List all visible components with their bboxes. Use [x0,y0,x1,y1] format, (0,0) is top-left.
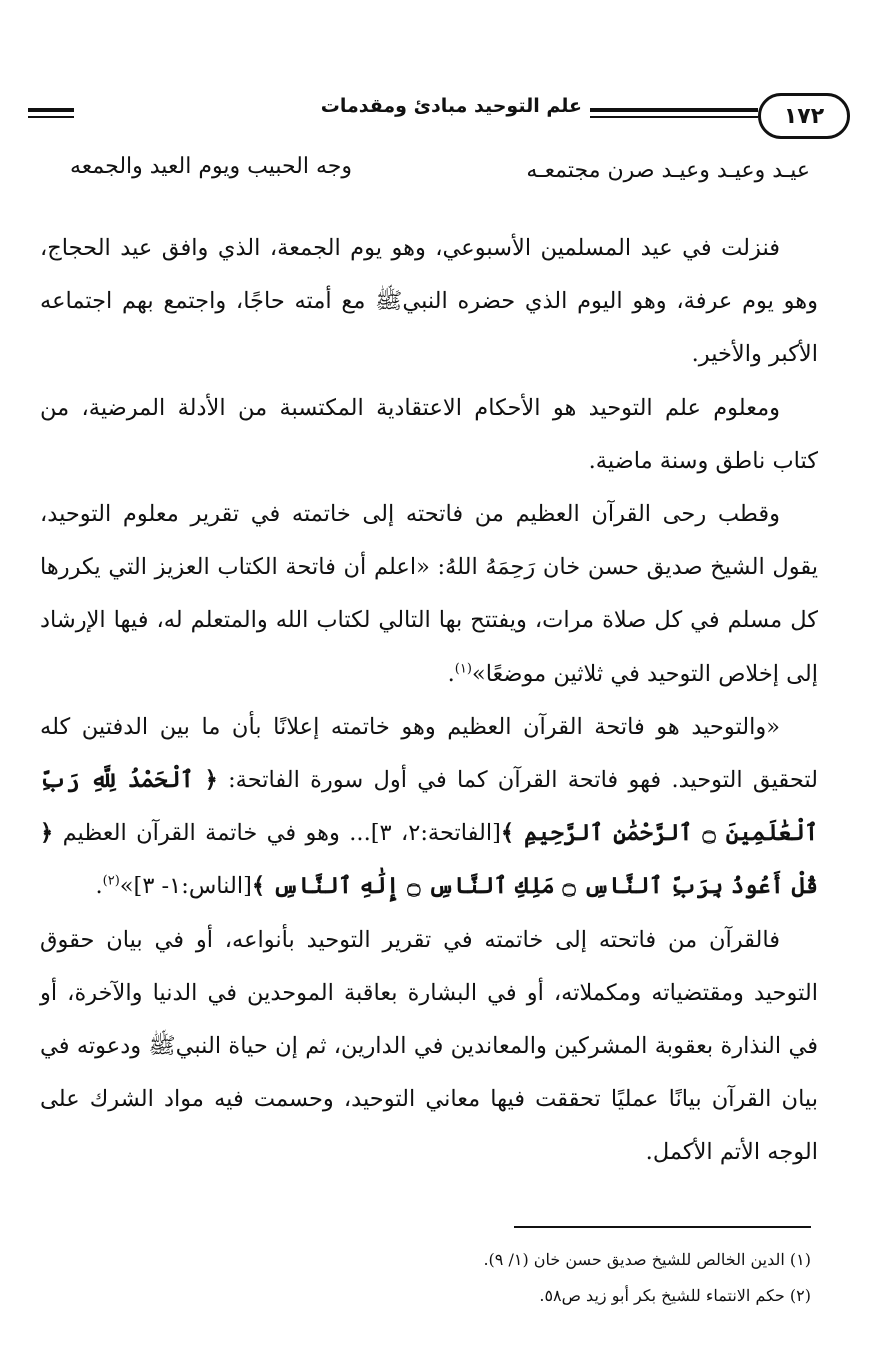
footnote-ref: (٢) [102,873,120,889]
footnote-separator [514,1226,811,1228]
page-number: ١٧٢ [758,93,850,139]
paragraph: فالقرآن من فاتحته إلى خاتمته في تقرير التوحيد بأنواعه، أو في بيان حقوق التوحيد ومقتضياته ومكملاته، أو في البشارة بعاقبة الموحدين في الدنيا والآخرة، أو في النذارة بعقوبة المشركين والمعاندين في الدارين، ثم إن حياة النبيﷺ ودعوته في بيان القرآن بيانًا عمليًا تحققت فيها معاني التوحيد، وحسمت فيه مواد الشرك على الوجه الأتم الأكمل. [40,926,818,1166]
verse-citation: [الفاتحة:٢، ٣]... وهو في خاتمة القرآن العظيم [53,820,501,847]
paragraph-text: وقطب رحى القرآن العظيم من فاتحته إلى خاتمته في تقرير معلوم التوحيد، يقول الشيخ صديق حسن خان رَحِمَهُ اللهُ: «اعلم أن فاتحة الكتاب العزيز التي يكررها كل مسلم في كل صلاة مرات، ويفتتح بها التالي لكتاب الله والمتعلم له، فيها الإرشاد إلى إخلاص التوحيد في ثلاثين موضعًا» [40,501,818,687]
paragraph-text: «والتوحيد هو فاتحة القرآن العظيم وهو خاتمته إعلانًا بأن ما بين الدفتين كله لتحقيق التوحيد. فهو فاتحة القرآن كما في أول سورة الفاتحة: [40,713,818,794]
header-rule [590,116,758,118]
footnote: (٢) حكم الانتماء للشيخ بكر أبو زيد ص٥٨. [539,1286,811,1305]
running-title: علم التوحيد مبادئ ومقدمات [320,95,582,117]
paragraph: وقطب رحى القرآن العظيم من فاتحته إلى خاتمته في تقرير معلوم التوحيد، يقول الشيخ صديق حسن خان رَحِمَهُ اللهُ: «اعلم أن فاتحة الكتاب العزيز التي يكررها كل مسلم في كل صلاة مرات، ويفتتح بها التالي لكتاب الله والمتعلم له، فيها الإرشاد إلى إخلاص التوحيد في ثلاثين موضعًا»$^{(١)}$. [40,501,818,687]
quran-verse: ﴿ قُلْ أَعُوذُ بِرَبِّ ٱلنَّاسِ ۝ مَلِكِ ٱلنَّاسِ ۝ إِلَٰهِ ٱلنَّاسِ ﴾ [40,820,818,900]
poem-verse [70,152,810,196]
page-header [28,93,850,147]
footnotes [111,1242,811,1314]
footnote: (١) الدين الخالص للشيخ صديق حسن خان (١/ ٩). [483,1250,811,1269]
poem-second-hemistich: وجه الحبيب ويوم العيد والجمعه [70,154,353,179]
paragraph: فنزلت في عيد المسلمين الأسبوعي، وهو يوم الجمعة، الذي وافق عيد الحجاج، وهو يوم عرفة، وهو اليوم الذي حضره النبيﷺ مع أمته حاجًا، واجتمع بهم اجتماعه الأكبر والأخير. [40,235,818,368]
paragraph: ومعلوم علم التوحيد هو الأحكام الاعتقادية المكتسبة من الأدلة المرضية، من كتاب ناطق وسنة ماضية. [40,394,818,474]
quran-verse: ﴿ ٱلْحَمْدُ لِلَّهِ رَبِّ ٱلْعَٰلَمِينَ ۝ ٱلرَّحْمَٰنِ ٱلرَّحِيمِ ﴾ [40,767,818,847]
paragraph: «والتوحيد هو فاتحة القرآن العظيم وهو خاتمته إعلانًا بأن ما بين الدفتين كله لتحقيق التوحيد. فهو فاتحة القرآن كما في أول سورة الفاتحة: ﴿ ٱلْحَمْدُ لِلَّهِ رَبِّ ٱلْعَٰلَمِينَ ۝ ٱلرَّحْمَٰنِ ٱلرَّحِيمِ ﴾[الفاتحة:٢، ٣]... وهو في خاتمة القرآن العظيم ﴿ قُلْ أَعُوذُ بِرَبِّ ٱلنَّاسِ ۝ مَلِكِ ٱلنَّاسِ ۝ إِلَٰهِ ٱلنَّاسِ ﴾[الناس:١- ٣]»$^{(٢)}$. [40,713,818,900]
verse-citation: [الناس:١- ٣]» [119,873,252,900]
header-rule [28,116,74,118]
footnote-ref: (١) [454,661,472,677]
body-text [40,222,818,1180]
header-rule [590,108,758,112]
poem-first-hemistich: عيـد وعيـد وعيـد صرن مجتمعـه [526,158,810,183]
header-rule [28,108,74,112]
